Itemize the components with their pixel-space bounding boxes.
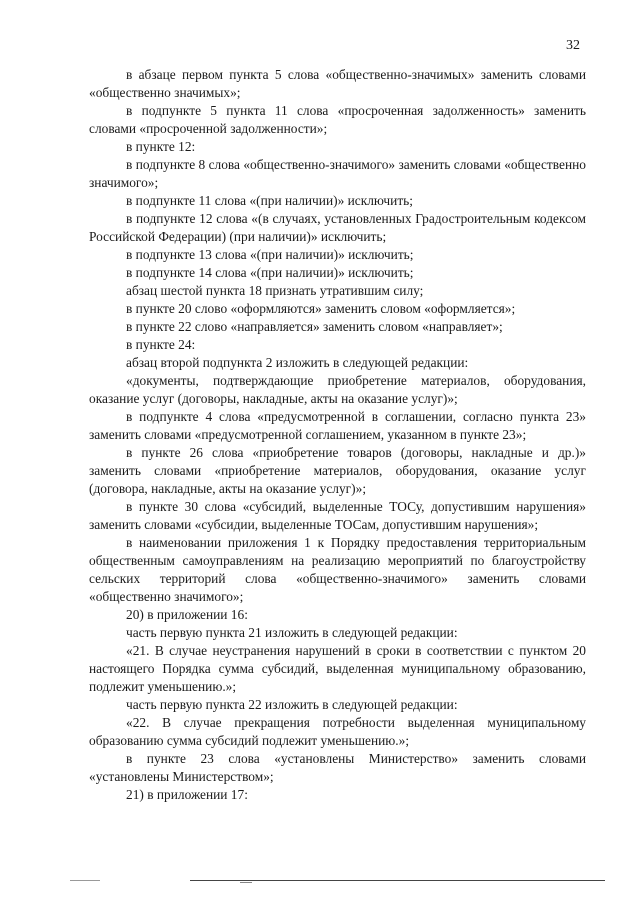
scan-artifact-line <box>240 882 252 883</box>
paragraph: в пункте 30 слова «субсидий, выделенные ТОСу, допустившим нарушения» заменить словами «субсидии, выделенные ТОСам, допустившим нарушения»; <box>89 499 586 532</box>
footer-divider <box>190 880 605 881</box>
paragraph: часть первую пункта 21 изложить в следующей редакции: <box>126 625 458 640</box>
paragraph: часть первую пункта 22 изложить в следующей редакции: <box>126 697 458 712</box>
paragraph: в подпункте 12 слова «(в случаях, установленных Градостроительным кодексом Российской Федерации) (при наличии)» исключить; <box>89 211 586 244</box>
paragraph: в наименовании приложения 1 к Порядку предоставления территориальным общественным самоуправлениям на реализацию мероприятий по благоустройству сельских территорий слова «общественно-значимого» заменить словами «общественно значимого»; <box>89 535 586 604</box>
paragraph: в подпункте 5 пункта 11 слова «просроченная задолженность» заменить словами «просроченной задолженности»; <box>89 103 586 136</box>
paragraph: 20) в приложении 16: <box>126 607 248 622</box>
paragraph: в пункте 26 слова «приобретение товаров (договоры, накладные и др.)» заменить словами «приобретение материалов, оборудования, оказание услуг (договора, накладные, акты на оказание услуг)»; <box>89 445 586 496</box>
paragraph: абзац шестой пункта 18 признать утратившим силу; <box>126 283 424 298</box>
paragraph: «21. В случае неустранения нарушений в сроки в соответствии с пунктом 20 настоящего Порядка сумма субсидий, выделенная муниципальному образованию, подлежит уменьшению.»; <box>89 643 586 694</box>
paragraph: в подпункте 8 слова «общественно-значимого» заменить словами «общественно значимого»; <box>89 157 586 190</box>
paragraph: в подпункте 14 слова «(при наличии)» исключить; <box>126 265 414 280</box>
paragraph: в абзаце первом пункта 5 слова «общественно-значимых» заменить словами «общественно значимых»; <box>89 67 586 100</box>
paragraph: в пункте 22 слово «направляется» заменить словом «направляет»; <box>126 319 503 334</box>
page-number: 32 <box>566 38 580 53</box>
paragraph: «22. В случае прекращения потребности выделенная муниципальному образованию сумма субсидий подлежит уменьшению.»; <box>89 715 586 748</box>
paragraph: 21) в приложении 17: <box>126 787 248 802</box>
paragraph: в пункте 24: <box>126 337 196 352</box>
paragraph: «документы, подтверждающие приобретение материалов, оборудования, оказание услуг (договоры, накладные, акты на оказание услуг)»; <box>89 373 586 406</box>
paragraph: в пункте 20 слово «оформляются» заменить словом «оформляется»; <box>126 301 516 316</box>
paragraph: в подпункте 11 слова «(при наличии)» исключить; <box>126 193 414 208</box>
paragraph: в пункте 23 слова «установлены Министерство» заменить словами «установлены Министерством»; <box>89 751 586 784</box>
paragraph: в подпункте 4 слова «предусмотренной в соглашении, согласно пункта 23» заменить словами «предусмотренной соглашением, указанном в пункте 23»; <box>89 409 586 442</box>
paragraph: в подпункте 13 слова «(при наличии)» исключить; <box>126 247 414 262</box>
scan-artifact-line <box>70 880 100 881</box>
document-body <box>89 66 586 804</box>
paragraph: в пункте 12: <box>126 139 196 154</box>
paragraph: абзац второй подпункта 2 изложить в следующей редакции: <box>126 355 469 370</box>
